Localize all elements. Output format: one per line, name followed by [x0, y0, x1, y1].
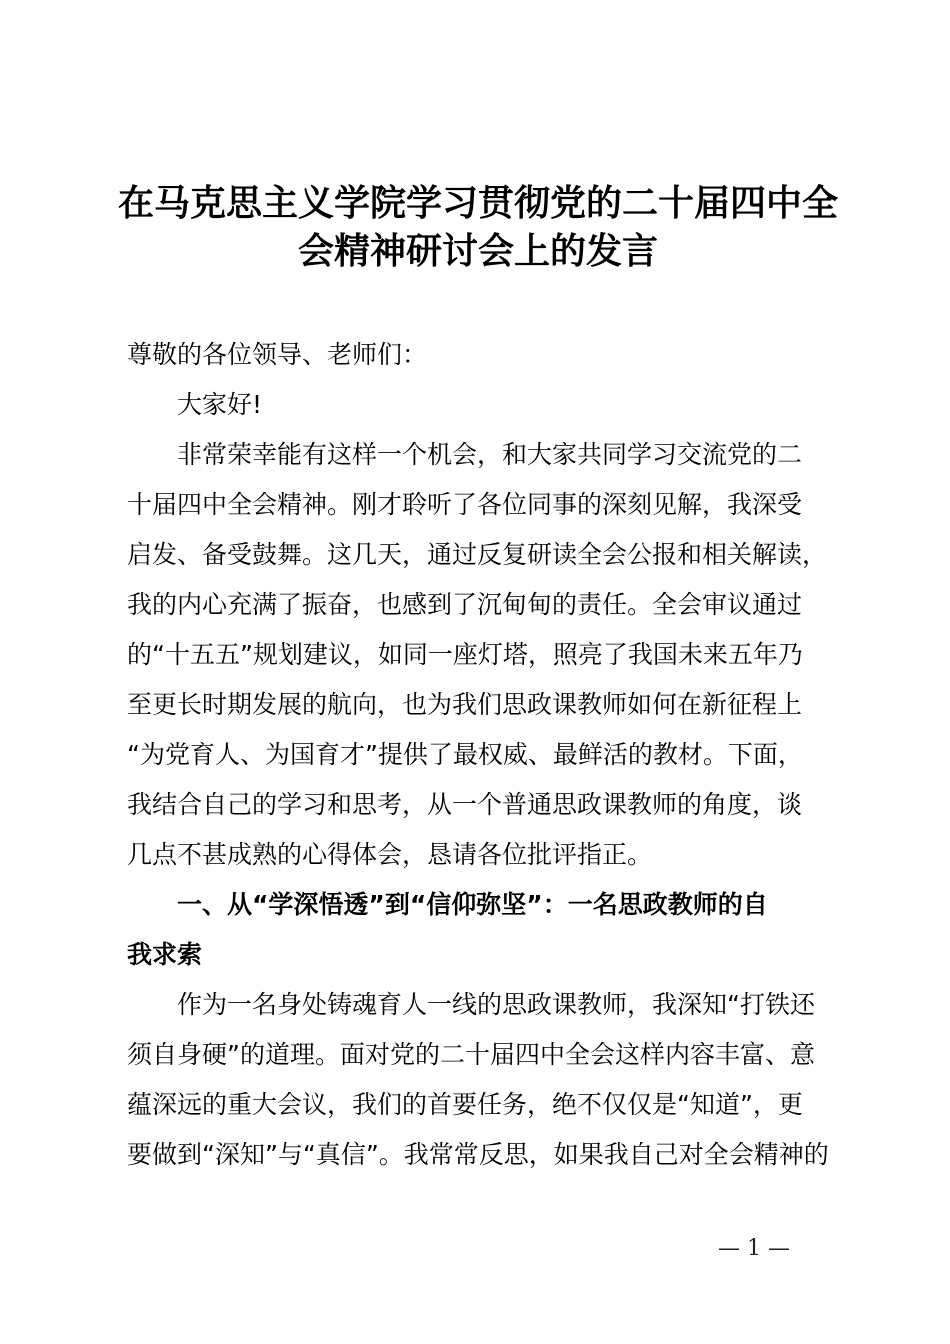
- paragraph-line: 作为一名身处铸魂育人一线的思政课教师，我深知“打铁还: [177, 990, 815, 1019]
- paragraph-line: 我结合自己的学习和思考，从一个普通思政课教师的角度，谈: [127, 790, 803, 819]
- page-number: — 1 —: [718, 1236, 790, 1261]
- title-line-2: 会精神研讨会上的发言: [297, 231, 658, 272]
- paragraph-line: 十届四中全会精神。刚才聆听了各位同事的深刻见解，我深受: [127, 490, 803, 519]
- salutation: 尊敬的各位领导、老师们：: [127, 340, 428, 369]
- paragraph-line: 蕴深远的重大会议，我们的首要任务，绝不仅仅是“知道”，更: [127, 1090, 803, 1119]
- paragraph-line: 须自身硬”的道理。面对党的二十届四中全会这样内容丰富、意: [127, 1040, 815, 1069]
- paragraph-line: 至更长时期发展的航向，也为我们思政课教师如何在新征程上: [127, 690, 803, 719]
- paragraph-line: 的“十五五”规划建议，如同一座灯塔，照亮了我国未来五年乃: [127, 640, 803, 669]
- section-heading-line: 我求索: [127, 940, 203, 969]
- paragraph-line: “为党育人、为国育才”提供了最权威、最鲜活的教材。下面，: [127, 740, 803, 769]
- paragraph-line: 非常荣幸能有这样一个机会，和大家共同学习交流党的二: [177, 440, 803, 469]
- title-line-1: 在马克思主义学院学习贯彻党的二十届四中全: [118, 183, 839, 224]
- paragraph-line: 我的内心充满了振奋，也感到了沉甸甸的责任。全会审议通过: [127, 590, 803, 619]
- paragraph-line: 几点不甚成熟的心得体会，恳请各位批评指正。: [127, 840, 653, 869]
- paragraph-line: 启发、备受鼓舞。这几天，通过反复研读全会公报和相关解读，: [127, 540, 828, 569]
- section-heading-line: 一、从“学深悟透”到“信仰弥坚”：一名思政教师的自: [177, 890, 768, 919]
- document-title: [118, 180, 838, 276]
- paragraph-line: 要做到“深知”与“真信”。我常常反思，如果我自己对全会精神的: [127, 1140, 829, 1169]
- greeting: 大家好!: [177, 390, 263, 419]
